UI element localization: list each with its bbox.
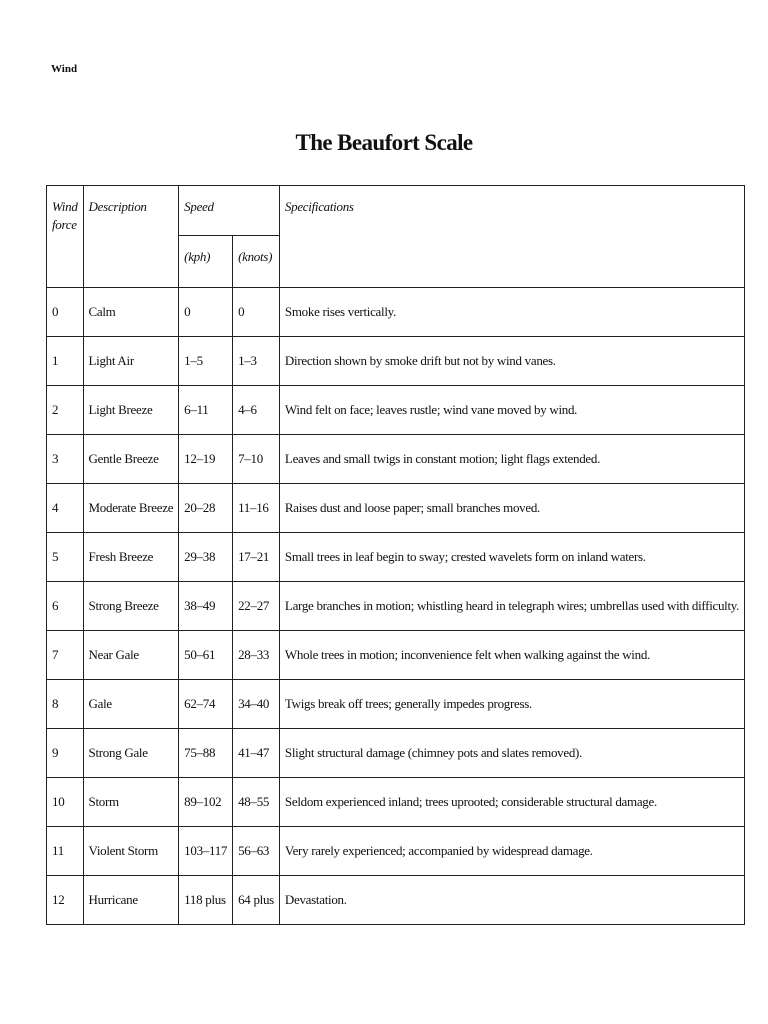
cell-kph: 1–5 bbox=[179, 337, 233, 386]
table-row bbox=[47, 288, 745, 337]
cell-knots: 41–47 bbox=[233, 729, 280, 778]
cell-kph: 62–74 bbox=[179, 680, 233, 729]
cell-description: Light Breeze bbox=[83, 386, 179, 435]
cell-specifications: Large branches in motion; whistling heard in telegraph wires; umbrellas used with difficulty. bbox=[279, 582, 744, 631]
cell-description: Calm bbox=[83, 288, 179, 337]
cell-description: Gentle Breeze bbox=[83, 435, 179, 484]
cell-force: 11 bbox=[47, 827, 84, 876]
table-row bbox=[47, 876, 745, 925]
header-kph: (kph) bbox=[179, 236, 233, 288]
table-row bbox=[47, 680, 745, 729]
cell-specifications: Smoke rises vertically. bbox=[279, 288, 744, 337]
cell-force: 1 bbox=[47, 337, 84, 386]
header-description: Description bbox=[83, 186, 179, 288]
cell-description: Near Gale bbox=[83, 631, 179, 680]
table-row bbox=[47, 582, 745, 631]
cell-description: Strong Gale bbox=[83, 729, 179, 778]
cell-kph: 103–117 bbox=[179, 827, 233, 876]
cell-specifications: Direction shown by smoke drift but not by wind vanes. bbox=[279, 337, 744, 386]
cell-knots: 48–55 bbox=[233, 778, 280, 827]
cell-knots: 34–40 bbox=[233, 680, 280, 729]
cell-description: Light Air bbox=[83, 337, 179, 386]
cell-kph: 29–38 bbox=[179, 533, 233, 582]
cell-specifications: Raises dust and loose paper; small branches moved. bbox=[279, 484, 744, 533]
cell-kph: 118 plus bbox=[179, 876, 233, 925]
cell-force: 7 bbox=[47, 631, 84, 680]
cell-kph: 0 bbox=[179, 288, 233, 337]
beaufort-table bbox=[46, 185, 745, 925]
cell-force: 10 bbox=[47, 778, 84, 827]
table-row bbox=[47, 435, 745, 484]
cell-force: 8 bbox=[47, 680, 84, 729]
table-row bbox=[47, 386, 745, 435]
cell-specifications: Whole trees in motion; inconvenience felt when walking against the wind. bbox=[279, 631, 744, 680]
cell-specifications: Small trees in leaf begin to sway; crested wavelets form on inland waters. bbox=[279, 533, 744, 582]
table-row bbox=[47, 827, 745, 876]
cell-kph: 38–49 bbox=[179, 582, 233, 631]
cell-description: Strong Breeze bbox=[83, 582, 179, 631]
cell-description: Hurricane bbox=[83, 876, 179, 925]
cell-description: Gale bbox=[83, 680, 179, 729]
cell-force: 6 bbox=[47, 582, 84, 631]
cell-description: Storm bbox=[83, 778, 179, 827]
cell-knots: 64 plus bbox=[233, 876, 280, 925]
cell-kph: 50–61 bbox=[179, 631, 233, 680]
table-row bbox=[47, 533, 745, 582]
cell-description: Fresh Breeze bbox=[83, 533, 179, 582]
cell-force: 4 bbox=[47, 484, 84, 533]
table-row bbox=[47, 778, 745, 827]
cell-force: 2 bbox=[47, 386, 84, 435]
header-knots: (knots) bbox=[233, 236, 280, 288]
cell-knots: 22–27 bbox=[233, 582, 280, 631]
header-wind-force: Wind force bbox=[47, 186, 84, 288]
table-body bbox=[47, 288, 745, 925]
cell-specifications: Leaves and small twigs in constant motion; light flags extended. bbox=[279, 435, 744, 484]
cell-knots: 4–6 bbox=[233, 386, 280, 435]
running-header: Wind bbox=[51, 63, 78, 75]
cell-specifications: Very rarely experienced; accompanied by widespread damage. bbox=[279, 827, 744, 876]
cell-description: Violent Storm bbox=[83, 827, 179, 876]
cell-force: 5 bbox=[47, 533, 84, 582]
cell-kph: 6–11 bbox=[179, 386, 233, 435]
cell-force: 12 bbox=[47, 876, 84, 925]
cell-knots: 28–33 bbox=[233, 631, 280, 680]
header-speed: Speed bbox=[179, 186, 280, 236]
cell-kph: 89–102 bbox=[179, 778, 233, 827]
cell-knots: 0 bbox=[233, 288, 280, 337]
cell-specifications: Wind felt on face; leaves rustle; wind vane moved by wind. bbox=[279, 386, 744, 435]
table-row bbox=[47, 484, 745, 533]
cell-kph: 20–28 bbox=[179, 484, 233, 533]
cell-knots: 7–10 bbox=[233, 435, 280, 484]
cell-kph: 12–19 bbox=[179, 435, 233, 484]
cell-description: Moderate Breeze bbox=[83, 484, 179, 533]
cell-force: 3 bbox=[47, 435, 84, 484]
page-title: The Beaufort Scale bbox=[295, 130, 473, 155]
header-specifications: Specifications bbox=[279, 186, 744, 288]
cell-specifications: Slight structural damage (chimney pots and slates removed). bbox=[279, 729, 744, 778]
cell-kph: 75–88 bbox=[179, 729, 233, 778]
table-row bbox=[47, 631, 745, 680]
cell-knots: 11–16 bbox=[233, 484, 280, 533]
cell-specifications: Twigs break off trees; generally impedes progress. bbox=[279, 680, 744, 729]
cell-specifications: Devastation. bbox=[279, 876, 744, 925]
cell-knots: 1–3 bbox=[233, 337, 280, 386]
cell-force: 9 bbox=[47, 729, 84, 778]
table-row bbox=[47, 729, 745, 778]
table-row bbox=[47, 337, 745, 386]
cell-knots: 17–21 bbox=[233, 533, 280, 582]
cell-knots: 56–63 bbox=[233, 827, 280, 876]
cell-force: 0 bbox=[47, 288, 84, 337]
cell-specifications: Seldom experienced inland; trees uprooted; considerable structural damage. bbox=[279, 778, 744, 827]
